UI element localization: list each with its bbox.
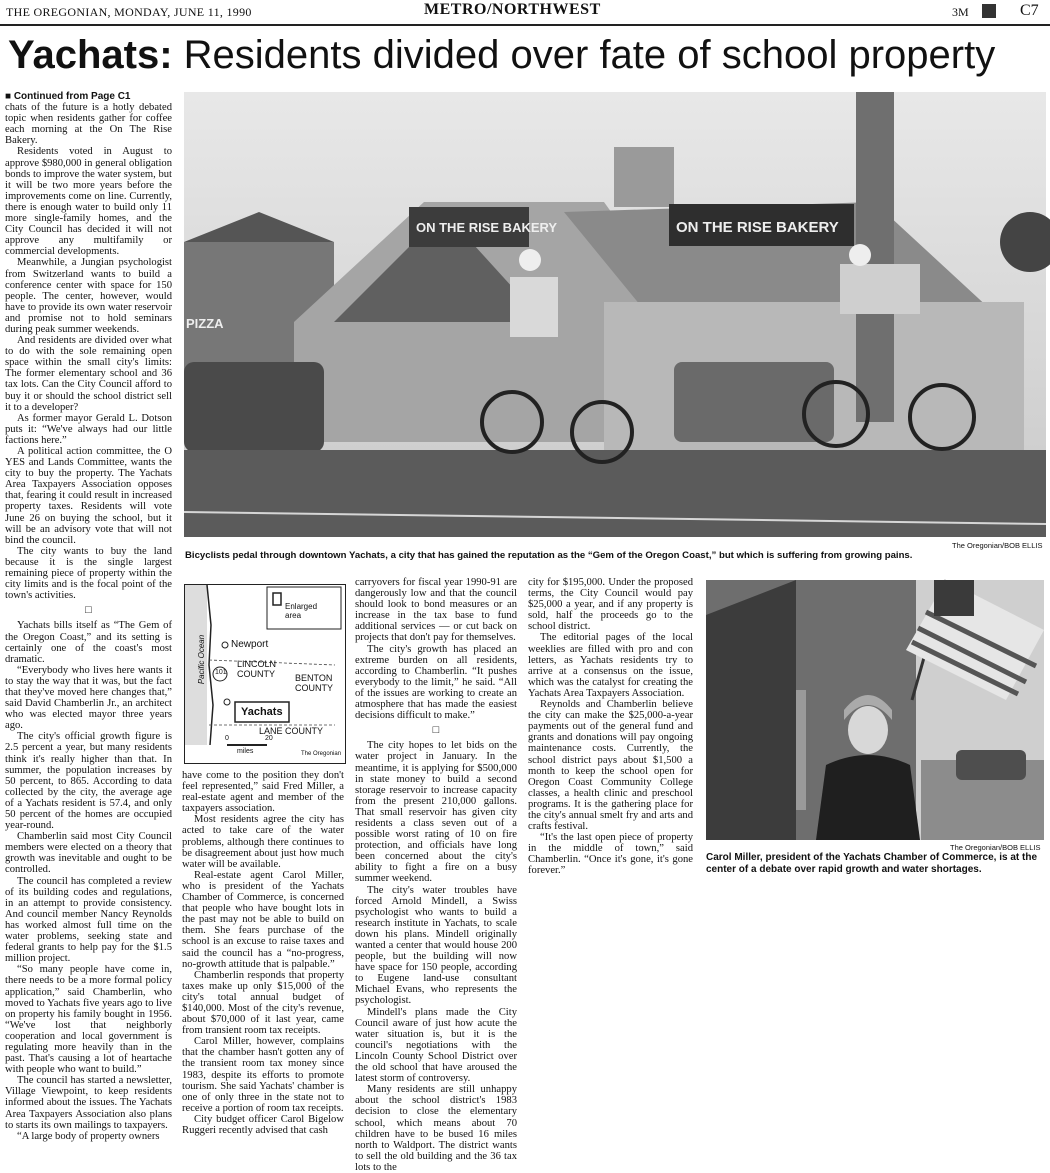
paragraph: have come to the position they don't feel represented,” said Fred Miller, a real-estate agent and member of the taxpayers association. xyxy=(182,770,344,815)
page-number: C7 xyxy=(1020,2,1039,19)
paragraph: “It's the last open piece of property in the middle of town,” said Chamberlin. “Once it's gone, it's gone forever.” xyxy=(528,832,693,877)
section-title: METRO/NORTHWEST xyxy=(424,1,601,18)
cyclist xyxy=(840,264,920,314)
bakery-photo-caption: Bicyclists pedal through downtown Yachats, a city that has gained the reputation as the “Gem of the Oregon Coast,” but which is suffering from growing pains. xyxy=(185,550,913,561)
map-label-benton: BENTON COUNTY xyxy=(295,673,333,693)
locator-map xyxy=(184,584,346,764)
section-code: 3M xyxy=(952,5,969,19)
paragraph: The editorial pages of the local weeklies are filled with pro and con letters, as Yachats residents try to arrive at a consensus on the issue, which was the catalyst for creating the Yachats Area Taxpayers Association. xyxy=(528,632,693,699)
headline-rest: Residents divided over fate of school property xyxy=(183,33,996,77)
map-label-newport: Newport xyxy=(231,639,269,650)
coastline xyxy=(207,585,213,745)
bakery-sign-left-text: ON THE RISE BAKERY xyxy=(416,220,558,235)
map-scale-miles: miles xyxy=(237,748,254,755)
pickup-truck xyxy=(184,362,324,452)
bakery-photo-image xyxy=(184,92,1046,537)
paragraph: The council has completed a review of its building codes and regulations, in an attempt to provide consistency. And council member Nancy Reynolds has worked almost full time on the water problems, seeking state and federal grants to help pay for the $1.5 million project. xyxy=(5,875,172,965)
map-scale-0: 0 xyxy=(225,735,229,742)
headline xyxy=(8,30,1048,80)
paragraph: □ xyxy=(85,604,92,617)
paragraph: Meanwhile, a Jungian psychologist from Switzerland wants to build a conference center with space for 150 people. The center, however, would have to provide its own water reservoir and promise not to hold seminars during peak summer weekends. xyxy=(5,257,172,335)
article-column-1 xyxy=(5,91,172,1151)
paragraph: And residents are divided over what to do with the sole remaining open space within the small city's limits: The former elementary school and 36 tax lots. Can the City Council afford to buy it or should the school district sell it to a developer? xyxy=(5,335,172,413)
paragraph: Chamberlin said most City Council members were elected on a theory that growth was inevitable and ought to be controlled. xyxy=(5,831,172,876)
article-column-2 xyxy=(182,770,344,1151)
map-scale-20: 20 xyxy=(265,735,273,742)
map-label-yachats: Yachats xyxy=(241,706,283,718)
paragraph: Residents voted in August to approve $980,000 in general obligation bonds to improve the water system, but it will be two more years before the improvements come on line. Currently, there is enough water to build only 11 more single-family homes, and the City Council has decided it will not approve any multifamily or commercial developments. xyxy=(5,146,172,258)
paragraph: As former mayor Gerald L. Dotson puts it: “We've always had our little factions here.” xyxy=(5,412,172,446)
person-sweater xyxy=(816,755,920,840)
map-label-lincoln: LINCOLN COUNTY xyxy=(237,659,277,679)
article-column-4 xyxy=(528,577,693,877)
paragraph: “So many people have come in, there needs to be a more formal policy application,” said Chamberlin, who moved to Yachats five years ago to live on property his family bought in 1956. “We've lost that neighborly cooperation and local government is regulating more heavily than in the past. That's causing a lot of heartache with people who want to build.” xyxy=(5,964,172,1076)
bakery-sign-right-text: ON THE RISE BAKERY xyxy=(676,219,839,236)
person-face xyxy=(848,706,888,754)
map-credit: The Oregonian xyxy=(301,751,342,757)
paragraph: ■ Continued from Page C1 xyxy=(5,91,131,102)
bakery-photo xyxy=(184,92,1046,537)
dateline: THE OREGONIAN, MONDAY, JUNE 11, 1990 xyxy=(6,5,252,19)
paragraph: Chamberlin responds that property taxes make up only $15,000 of the city's total annual budget of $140,000. Most of the city's revenue, about $70,000 of it last year, came from transient room tax receipts. xyxy=(182,969,344,1037)
road xyxy=(184,450,1046,537)
cyclist xyxy=(510,277,558,337)
section-marker xyxy=(982,4,996,18)
paragraph: “A large body of property owners xyxy=(17,1130,160,1142)
paragraph: Many residents are still unhappy about the school district's 1983 decision to close the elementary school, which means about 70 children have to be bused 16 miles north to Waldport. The district wants to sell the old building and the 36 tax lots to the xyxy=(355,1084,517,1173)
map-label-highway: 101 xyxy=(215,669,227,676)
paragraph: □ xyxy=(432,724,440,737)
paragraph: Mindell's plans made the City Council aware of just how acute the water situation is, but it is the council's negotiations with the Lincoln County School District over the old school that have aroused the latest storm of controversy. xyxy=(355,1006,517,1085)
paragraph: city for $195,000. Under the proposed terms, the City Council would pay $25,000 a year, and if any property is sold, half the proceeds go to the school district. xyxy=(528,577,693,633)
map-label-enlarged: Enlarged area xyxy=(285,602,318,620)
paragraph: The city's growth has placed an extreme burden on all residents, according to Chamberlin. “It pushes everybody to the limit,” he said. “All of the issues are working to create an atmosphere that has made the easiest decisions difficult to make.” xyxy=(355,643,517,722)
headline-lead: Yachats: xyxy=(8,33,173,77)
paragraph: The city's water troubles have forced Arnold Mindell, a Swiss psychologist who wants to build a research institute in Yachats, to scale down his plans. Mindell originally wanted a center that would house 200 people, but the building will now have space for 150 people, according to Eugene land-use consultant Michael Evans, who represents the psychologist. xyxy=(355,884,517,1007)
paragraph: The city's official growth figure is 2.5 percent a year, but many residents think it's really higher than that. In summer, the population increases by 50 percent, to 865. According to data collected by the city, the average age of a Yachats resident is 57.4, and only 50 percent of the homes are occupied year-round. xyxy=(5,731,172,832)
paragraph: chats of the future is a hotly debated topic when residents gather for coffee each morning at the On The Rise Bakery. xyxy=(5,102,172,147)
bakery-photo-credit: The Oregonian/BOB ELLIS xyxy=(952,541,1043,550)
paragraph: Real-estate agent Carol Miller, who is president of the Yachats Chamber of Commerce, is concerned that people who have bought lots in the past may not be able to build on them. She fears purchase of the school is an excuse to raise taxes and said the council has a “no-progress, no-growth attitude that is palpable.” xyxy=(182,869,344,970)
paragraph: Carol Miller, however, complains that the chamber hasn't gotten any of the transient room tax money since 1983, despite its efforts to promote tourism. She said Yachats' chamber is one of only three in the state not to receive a portion of room tax receipts. xyxy=(182,1036,344,1114)
yachats-marker xyxy=(224,699,230,705)
paragraph: Yachats bills itself as “The Gem of the Oregon Coast,” and its setting is certainly one of the coast's most dramatic. xyxy=(5,620,172,665)
article-column-3 xyxy=(355,577,517,1173)
paragraph: The council has started a newsletter, Village Viewpoint, to keep residents informed about the issues. The Yachats Area Taxpayers Association also plans to starts its own mailings to taxpayers. xyxy=(5,1075,172,1131)
paragraph: Reynolds and Chamberlin believe the city can make the $25,000-a-year payments out of the general fund and grants and donations will pay ongoing maintenance costs. Currently, the school district pays about $1,500 a month to keep the school open for Oregon Coast Community College classes, a health clinic and preschool programs. It is the gathering place for the city's annual smelt fry and arts and crafts festival. xyxy=(528,699,693,833)
paragraph: The city hopes to let bids on the water project in January. In the meantime, it is applying for $500,000 in state money to build a second storage reservoir to increase capacity from the present 210,000 gallons. That small reservoir has given city residents a class seven out of a possible worst rating of 10 on fire protection, and officials have long been concerned about the city's ability to fight a fire on a busy summer weekend. xyxy=(355,740,517,885)
newport-marker xyxy=(222,642,228,648)
parked-car xyxy=(956,750,1026,780)
paragraph: carryovers for fiscal year 1990-91 are dangerously low and that the council should look to bond measures or an increase in the tax base to fund additional services — or cut back on projects that don't pay for themselves. xyxy=(355,577,517,644)
paragraph: The city wants to buy the land because it is the single largest remaining piece of property within the city limits and is the focal point of the town's activities. xyxy=(5,545,172,602)
paragraph: “Everybody who lives here wants it to stay the way that it was, but the fact that they've moved here changes that,” said David Chamberlin Jr., an architect who was elected mayor three years ago. xyxy=(5,664,172,732)
paragraph: Most residents agree the city has acted to take care of the water problems, although there continues to be disagreement about just how much water will be available. xyxy=(182,814,344,870)
carol-miller-photo xyxy=(706,580,1044,840)
paragraph: City budget officer Carol Bigelow Ruggeri recently advised that cash xyxy=(182,1113,344,1136)
carol-miller-photo-caption: Carol Miller, president of the Yachats Chamber of Commerce, is at the center of a debate over rapid growth and water shortages. xyxy=(706,852,1038,875)
pizza-sign: PIZZA xyxy=(186,316,224,331)
paragraph: A political action committee, the O YES and Lands Committee, wants the city to buy the property. The Yachats Area Taxpayers Association opposes that, fearing it could result in increased property taxes. Residents will vote June 26 on buying the school, but it will be an advisory vote that will not bind the council. xyxy=(5,446,172,546)
carol-miller-photo-image xyxy=(706,580,1044,840)
carol-miller-photo-credit: The Oregonian/BOB ELLIS xyxy=(950,843,1041,852)
map-label-lane: LANE COUNTY xyxy=(259,726,324,736)
map-label-ocean: Pacific Ocean xyxy=(197,634,207,685)
